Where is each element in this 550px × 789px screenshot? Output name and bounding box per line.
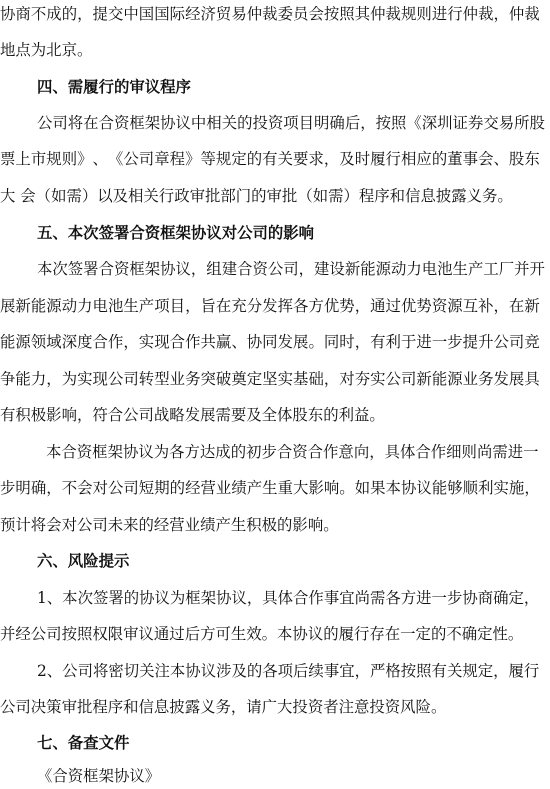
- paragraph-line: 本合资框架协议为各方达成的初步合资合作意向，具体合作细则尚需进一: [46, 443, 539, 461]
- paragraph-line: 并经公司按照权限审议通过后方可生效。本协议的履行存在一定的不确定性。: [0, 625, 524, 643]
- paragraph-line: 本次签署合资框架协议，组建合资公司，建设新能源动力电池生产工厂并开: [37, 260, 545, 278]
- attachment-item: 《合资框架协议》: [37, 767, 161, 785]
- paragraph-line: 有积极影响，符合公司战略发展需要及全体股东的利益。: [0, 406, 385, 424]
- intro-line: 地点为北京。: [0, 41, 93, 59]
- paragraph-line: 票 上 市 规 则 》 、 《 公 司 章 程 》 等 规 定 的 有 关 要 求 ， 及 时 履 行 相 应 的 董 事 会 、 股 东: [0, 150, 540, 168]
- paragraph-line: 公司将在合资框架协议中相关的投资项目明确后，按照《深圳证券交易所股: [37, 114, 545, 132]
- paragraph-line: 预计将会对公司未来的经营业绩产生积极的影响。: [0, 516, 339, 534]
- paragraph-line: 大 会（如需）以及相关行政审批部门的审批（如需）程序和信息披露义务。: [0, 187, 513, 205]
- paragraph-line: 公司决策审批程序和信息披露义务，请广大投资者注意投资风险。: [0, 698, 447, 716]
- paragraph-line: 1、本次签署的协议为框架协议，具体合作事宜尚需各方进一步协商确定，: [37, 589, 540, 607]
- intro-line: 协 商 不 成 的 ， 提 交 中 国 国 际 经 济 贸 易 仲 裁 委 员 会 按 照 其 仲 裁 规 则 进 行 仲 裁 ， 仲 裁: [0, 5, 540, 23]
- paragraph-line: 展 新 能 源 动 力 电 池 生 产 项 目 ， 旨 在 充 分 发 挥 各 方 优 势 ， 通 过 优 势 资 源 互 补 ， 在 新: [0, 297, 540, 315]
- paragraph-line: 步 明 确 ， 不 会 对 公 司 短 期 的 经 营 业 绩 产 生 重 大 影 响 。 如 果 本 协 议 能 够 顺 利 实 施 ，: [0, 479, 540, 497]
- paragraph-line: 能 源 领 域 深 度 合 作 ， 实 现 合 作 共 赢 、 协 同 发 展 。 同 时 ， 有 利 于 进 一 步 提 升 公 司 竞: [0, 333, 540, 351]
- section-heading: 四、需履行的审议程序: [37, 78, 191, 96]
- section-heading: 五、本次签署合资框架协议对公司的影响: [37, 224, 315, 242]
- section-heading: 六、风险提示: [37, 552, 130, 570]
- paragraph-line: 争 能 力 ， 为 实 现 公 司 转 型 业 务 突 破 奠 定 坚 实 基 础 ， 对 夯 实 公 司 新 能 源 业 务 发 展 具: [0, 370, 540, 388]
- paragraph-line: 2、公司将密切关注本协议涉及的各项后续事宜，严格按照有关规定，履行: [37, 662, 540, 680]
- section-heading: 七、备查文件: [37, 734, 130, 752]
